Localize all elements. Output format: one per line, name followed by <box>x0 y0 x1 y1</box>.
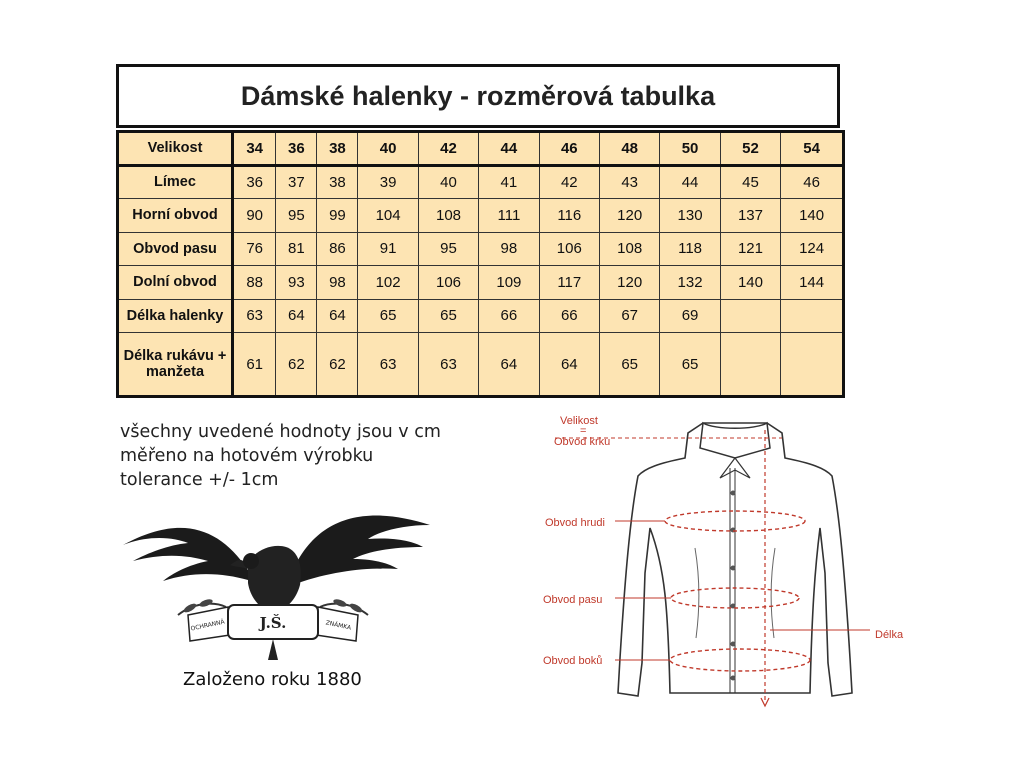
button <box>731 642 736 647</box>
table-row <box>118 165 844 199</box>
table-row <box>118 333 844 397</box>
value-cell: 111 <box>479 199 539 233</box>
value-cell: 132 <box>660 266 720 300</box>
page-title: Dámské halenky - rozměrová tabulka <box>240 80 716 111</box>
value-cell: 64 <box>276 299 317 333</box>
value-cell: 38 <box>317 165 358 199</box>
size-cell: 40 <box>358 132 418 166</box>
value-cell: 117 <box>539 266 599 300</box>
shirt-measurement-diagram <box>520 408 920 708</box>
value-cell: 98 <box>479 232 539 266</box>
value-cell: 43 <box>599 165 659 199</box>
value-cell: 137 <box>720 199 780 233</box>
value-cell: 124 <box>781 232 844 266</box>
value-cell: 86 <box>317 232 358 266</box>
label-length: Délka <box>875 629 904 641</box>
value-cell <box>720 333 780 397</box>
size-cell: 54 <box>781 132 844 166</box>
row-label: Dolní obvod <box>118 266 233 300</box>
leaf <box>182 602 197 614</box>
button <box>731 676 736 681</box>
table-row <box>118 199 844 233</box>
size-cell: 36 <box>276 132 317 166</box>
value-cell: 120 <box>599 199 659 233</box>
value-cell: 95 <box>418 232 478 266</box>
value-cell: 130 <box>660 199 720 233</box>
row-label <box>118 333 233 397</box>
label-hips: Obvod boků <box>543 655 603 667</box>
table-row <box>118 299 844 333</box>
value-cell: 108 <box>599 232 659 266</box>
value-cell: 64 <box>317 299 358 333</box>
row-label: Velikost <box>118 132 233 166</box>
value-cell: 46 <box>781 165 844 199</box>
value-cell: 91 <box>358 232 418 266</box>
value-cell: 63 <box>233 299 276 333</box>
label-equals: = <box>580 425 587 437</box>
value-cell: 106 <box>418 266 478 300</box>
value-cell: 102 <box>358 266 418 300</box>
value-cell: 118 <box>660 232 720 266</box>
size-cell: 44 <box>479 132 539 166</box>
ribbon-right-text: ZNÁMKA <box>324 619 352 632</box>
label-neck: Obvod krku <box>554 436 611 448</box>
ribbon-left-text: OCHRANNÁ <box>190 618 226 633</box>
eagle-left-wing <box>123 528 248 581</box>
size-cell: 52 <box>720 132 780 166</box>
value-cell: 63 <box>418 333 478 397</box>
value-cell: 144 <box>781 266 844 300</box>
measurement-notes <box>120 420 441 492</box>
button <box>731 491 736 496</box>
value-cell: 65 <box>358 299 418 333</box>
founded-caption: Založeno roku 1880 <box>183 669 362 690</box>
value-cell: 39 <box>358 165 418 199</box>
value-cell: 99 <box>317 199 358 233</box>
value-cell: 140 <box>781 199 844 233</box>
value-cell: 109 <box>479 266 539 300</box>
value-cell: 63 <box>358 333 418 397</box>
value-cell: 69 <box>660 299 720 333</box>
label-waist: Obvod pasu <box>543 594 603 606</box>
size-cell: 42 <box>418 132 478 166</box>
value-cell: 36 <box>233 165 276 199</box>
value-cell: 37 <box>276 165 317 199</box>
size-cell: 48 <box>599 132 659 166</box>
value-cell: 44 <box>660 165 720 199</box>
value-cell: 61 <box>233 333 276 397</box>
value-cell: 66 <box>479 299 539 333</box>
value-cell: 121 <box>720 232 780 266</box>
value-cell: 88 <box>233 266 276 300</box>
value-cell: 40 <box>418 165 478 199</box>
button <box>731 566 736 571</box>
note-line: tolerance +/- 1cm <box>120 470 279 490</box>
size-cell: 34 <box>233 132 276 166</box>
row-label: Obvod pasu <box>118 232 233 266</box>
value-cell: 98 <box>317 266 358 300</box>
eagle-emblem-logo <box>118 495 434 665</box>
table-header-row <box>118 132 844 166</box>
value-cell: 76 <box>233 232 276 266</box>
value-cell: 62 <box>276 333 317 397</box>
row-label: Horní obvod <box>118 199 233 233</box>
value-cell: 45 <box>720 165 780 199</box>
leaf <box>198 598 213 608</box>
value-cell: 42 <box>539 165 599 199</box>
table-row <box>118 232 844 266</box>
table-title-box <box>116 64 840 128</box>
value-cell: 64 <box>479 333 539 397</box>
row-label-line: manžeta <box>145 364 205 380</box>
value-cell: 65 <box>660 333 720 397</box>
emblem-tip <box>268 639 278 660</box>
size-cell: 50 <box>660 132 720 166</box>
leaf <box>332 598 347 608</box>
leaf <box>348 602 363 614</box>
value-cell <box>781 299 844 333</box>
value-cell <box>720 299 780 333</box>
value-cell: 65 <box>418 299 478 333</box>
value-cell: 108 <box>418 199 478 233</box>
value-cell: 41 <box>479 165 539 199</box>
note-line: měřeno na hotovém výrobku <box>120 446 374 466</box>
eagle-head <box>243 553 259 569</box>
row-label-line: Délka rukávu + <box>123 348 227 364</box>
label-size: Velikost <box>560 415 598 427</box>
value-cell: 104 <box>358 199 418 233</box>
value-cell: 81 <box>276 232 317 266</box>
value-cell: 116 <box>539 199 599 233</box>
monogram-text: J.Š. <box>259 614 287 632</box>
table-row <box>118 266 844 300</box>
size-cell: 38 <box>317 132 358 166</box>
label-chest: Obvod hrudi <box>545 517 605 529</box>
size-cell: 46 <box>539 132 599 166</box>
value-cell: 66 <box>539 299 599 333</box>
value-cell: 90 <box>233 199 276 233</box>
size-table <box>116 130 845 398</box>
note-line: všechny uvedené hodnoty jsou v cm <box>120 422 441 442</box>
row-label: Délka halenky <box>118 299 233 333</box>
value-cell: 120 <box>599 266 659 300</box>
value-cell: 106 <box>539 232 599 266</box>
eagle-right-wing <box>293 515 430 583</box>
value-cell <box>781 333 844 397</box>
value-cell: 140 <box>720 266 780 300</box>
value-cell: 64 <box>539 333 599 397</box>
value-cell: 95 <box>276 199 317 233</box>
value-cell: 93 <box>276 266 317 300</box>
row-label: Límec <box>118 165 233 199</box>
button <box>731 528 736 533</box>
value-cell: 62 <box>317 333 358 397</box>
value-cell: 65 <box>599 333 659 397</box>
value-cell: 67 <box>599 299 659 333</box>
